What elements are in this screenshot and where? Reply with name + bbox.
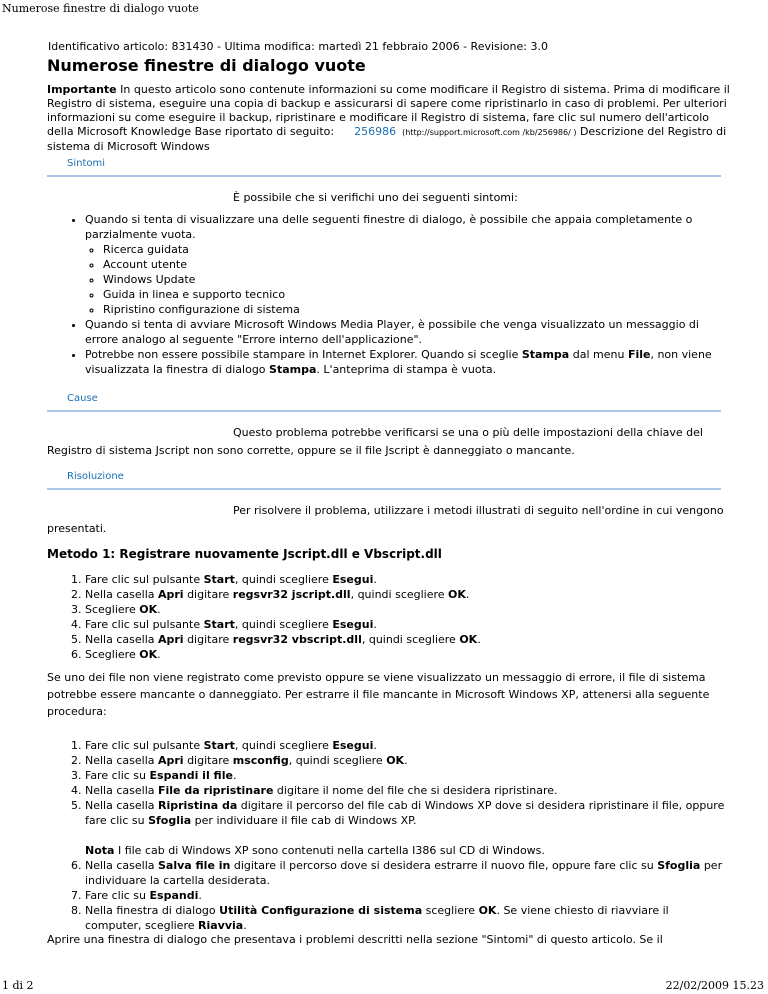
list-item: 1. Fare clic sul pulsante Start, quindi scegliere Esegui. bbox=[85, 572, 725, 587]
sintomi-bullet-text: Quando si tenta di visualizzare una delle seguenti finestre di dialogo, è possibile che appaia completamente o parzialmente vuota. bbox=[85, 213, 693, 241]
list-item: 4. Fare clic sul pulsante Start, quindi scegliere Esegui. bbox=[85, 617, 725, 632]
list-item: 2. Nella casella Apri digitare regsvr32 jscript.dll, quindi scegliere OK. bbox=[85, 587, 725, 602]
list-item: 6. Scegliere OK. bbox=[85, 647, 725, 662]
list-item: • Quando si tenta di avviare Microsoft Windows Media Player, è possibile che venga visualizzato un messaggio di errore analogo al seguente "Errore interno dell'applicazione". bbox=[85, 317, 725, 347]
steps-extract bbox=[70, 738, 725, 933]
dialog-list bbox=[85, 242, 725, 317]
list-item: ◦ Ripristino configurazione di sistema bbox=[103, 302, 725, 317]
section-divider bbox=[47, 488, 721, 490]
print-date: 22/02/2009 15.23 bbox=[665, 979, 764, 992]
article-meta: Identificativo articolo: 831430 - Ultima modifica: martedì 21 febbraio 2006 - Revisione: 3.0 bbox=[48, 40, 548, 53]
page-number: 1 di 2 bbox=[2, 979, 34, 992]
list-item: ◦ Guida in linea e supporto tecnico bbox=[103, 287, 725, 302]
steps-register bbox=[70, 572, 725, 662]
sintomi-intro: È possibile che si verifichi uno dei seguenti sintomi: bbox=[233, 191, 518, 204]
kb-description: Descrizione del Registro di sistema di Microsoft Windows bbox=[47, 125, 727, 153]
method1-last-text: Aprire una finestra di dialogo che presentava i problemi descritti nella sezione "Sintomi" di questo articolo. Se il bbox=[47, 933, 663, 946]
list-item: ◦ Ricerca guidata bbox=[103, 242, 725, 257]
list-item: • Potrebbe non essere possibile stampare in Internet Explorer. Quando si sceglie Stampa dal menu File, non viene visualizzata la finestra di dialogo Stampa. L'anteprima di stampa è vuota. bbox=[85, 347, 725, 377]
method1-middle-text: Se uno dei file non viene registrato come previsto oppure se viene visualizzato un messaggio di errore, il file di sistema potrebbe essere mancante o danneggiato. Per estrarre il file mancante in Microsoft Windows XP, attenersi alla seguente procedura: bbox=[47, 671, 710, 718]
list-item: 3. Fare clic su Espandi il file. bbox=[85, 768, 725, 783]
important-notice bbox=[47, 83, 737, 154]
section-heading-sintomi: Sintomi bbox=[67, 158, 106, 169]
section-heading-risoluzione: Risoluzione bbox=[67, 471, 124, 482]
section-divider bbox=[47, 175, 721, 177]
important-label: Importante bbox=[47, 83, 117, 96]
risoluzione-text: Per risolvere il problema, utilizzare i metodi illustrati di seguito nell'ordine in cui vengono presentati. bbox=[47, 504, 724, 535]
cause-text: Questo problema potrebbe verificarsi se una o più delle impostazioni della chiave del Registro di sistema Jscript non sono corrette, oppure se il file Jscript è danneggiato o mancante. bbox=[47, 426, 703, 457]
list-item: 4. Nella casella File da ripristinare digitare il nome del file che si desidera ripristinare. bbox=[85, 783, 725, 798]
list-item bbox=[85, 212, 725, 317]
method1-heading: Metodo 1: Registrare nuovamente Jscript.dll e Vbscript.dll bbox=[47, 547, 442, 561]
page-title: Numerose finestre di dialogo vuote bbox=[47, 56, 366, 75]
browser-header-title: Numerose finestre di dialogo vuote bbox=[2, 2, 199, 15]
list-item: 6. Nella casella Salva file in digitare il percorso dove si desidera estrarre il nuovo file, oppure fare clic su Sfoglia per individuare la cartella desiderata. bbox=[85, 858, 725, 888]
list-item: ◦ Account utente bbox=[103, 257, 725, 272]
important-text: In questo articolo sono contenute informazioni su come modificare il Registro di sistema. Prima di modificare il Registro di sistema, eseguire una copia di backup e assicurarsi di sapere come ripristinarlo in caso di problemi. Per ulteriori informazioni su come eseguire il backup, ripristinare e modificare il Registro di sistema, fare clic sul numero dell'articolo della Microsoft Knowledge Base riportato di seguito: bbox=[47, 83, 730, 138]
section-divider bbox=[47, 410, 721, 412]
list-item: 2. Nella casella Apri digitare msconfig, quindi scegliere OK. bbox=[85, 753, 725, 768]
list-item: 7. Fare clic su Espandi. bbox=[85, 888, 725, 903]
list-item: ◦ Windows Update bbox=[103, 272, 725, 287]
kb-link[interactable]: 256986 bbox=[354, 125, 397, 138]
list-item: 3. Scegliere OK. bbox=[85, 602, 725, 617]
kb-url: (http://support.microsoft.com /kb/256986/ ) bbox=[402, 128, 577, 137]
section-heading-cause: Cause bbox=[67, 393, 98, 404]
list-item: 8. Nella finestra di dialogo Utilità Configurazione di sistema scegliere OK. Se viene chiesto di riavviare il computer, scegliere Riavvia. bbox=[85, 903, 725, 933]
list-item: 5. Nella casella Ripristina da digitare il percorso del file cab di Windows XP dove si desidera ripristinare il file, oppure fare clic su Sfoglia per individuare il file cab di Windows XP. Nota I file cab di Windows XP sono contenuti nella cartella I386 sul CD di Windows. bbox=[85, 798, 725, 858]
note: Nota I file cab di Windows XP sono contenuti nella cartella I386 sul CD di Windows. bbox=[85, 844, 545, 857]
list-item: 1. Fare clic sul pulsante Start, quindi scegliere Esegui. bbox=[85, 738, 725, 753]
sintomi-list bbox=[70, 212, 725, 377]
list-item: 5. Nella casella Apri digitare regsvr32 vbscript.dll, quindi scegliere OK. bbox=[85, 632, 725, 647]
